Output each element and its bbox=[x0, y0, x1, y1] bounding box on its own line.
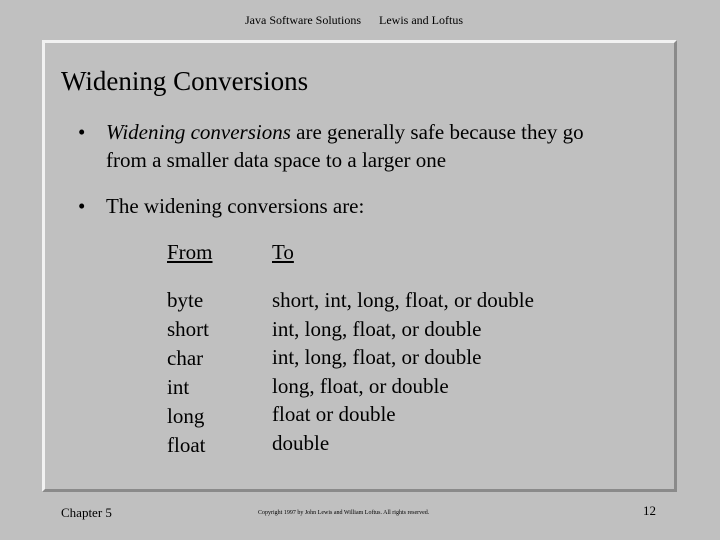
bullet-line-2: from a smaller data space to a larger one bbox=[106, 148, 447, 172]
bullet-line-1-rest: are generally safe because they go bbox=[290, 120, 584, 144]
bullet-marker: • bbox=[78, 194, 86, 218]
from-type: long bbox=[167, 404, 205, 428]
from-type: float bbox=[167, 433, 206, 457]
slide-frame bbox=[42, 40, 677, 492]
to-types: int, long, float, or double bbox=[272, 345, 482, 369]
bullet-emphasis: Widening conversions bbox=[106, 120, 291, 144]
bullet-text bbox=[106, 118, 584, 174]
header-book-title: Java Software Solutions bbox=[245, 13, 361, 27]
to-types: int, long, float, or double bbox=[272, 316, 482, 341]
from-type-column bbox=[167, 286, 209, 460]
bullet-text: The widening conversions are: bbox=[106, 194, 365, 218]
to-types: long, float, or double bbox=[272, 373, 449, 398]
footer-page-number: 12 bbox=[643, 503, 656, 518]
to-types-column bbox=[272, 286, 534, 457]
to-types: float or double bbox=[272, 402, 396, 426]
from-type: byte bbox=[167, 288, 204, 312]
slide-title: Widening Conversions bbox=[61, 66, 309, 96]
table-header-from: From bbox=[167, 240, 213, 264]
from-type: char bbox=[167, 346, 204, 370]
bullet-line-1 bbox=[106, 118, 584, 146]
from-type: int bbox=[167, 375, 190, 399]
to-types: short, int, long, float, or double bbox=[272, 288, 534, 312]
bullet-marker: • bbox=[78, 120, 86, 144]
from-type: short bbox=[167, 317, 209, 341]
footer-copyright: Copyright 1997 by John Lewis and William Loftus. All rights reserved. bbox=[258, 510, 430, 516]
table-header-to: To bbox=[272, 240, 294, 264]
footer-chapter: Chapter 5 bbox=[61, 505, 112, 520]
header-authors: Lewis and Loftus bbox=[379, 13, 463, 27]
to-types: double bbox=[272, 430, 330, 455]
